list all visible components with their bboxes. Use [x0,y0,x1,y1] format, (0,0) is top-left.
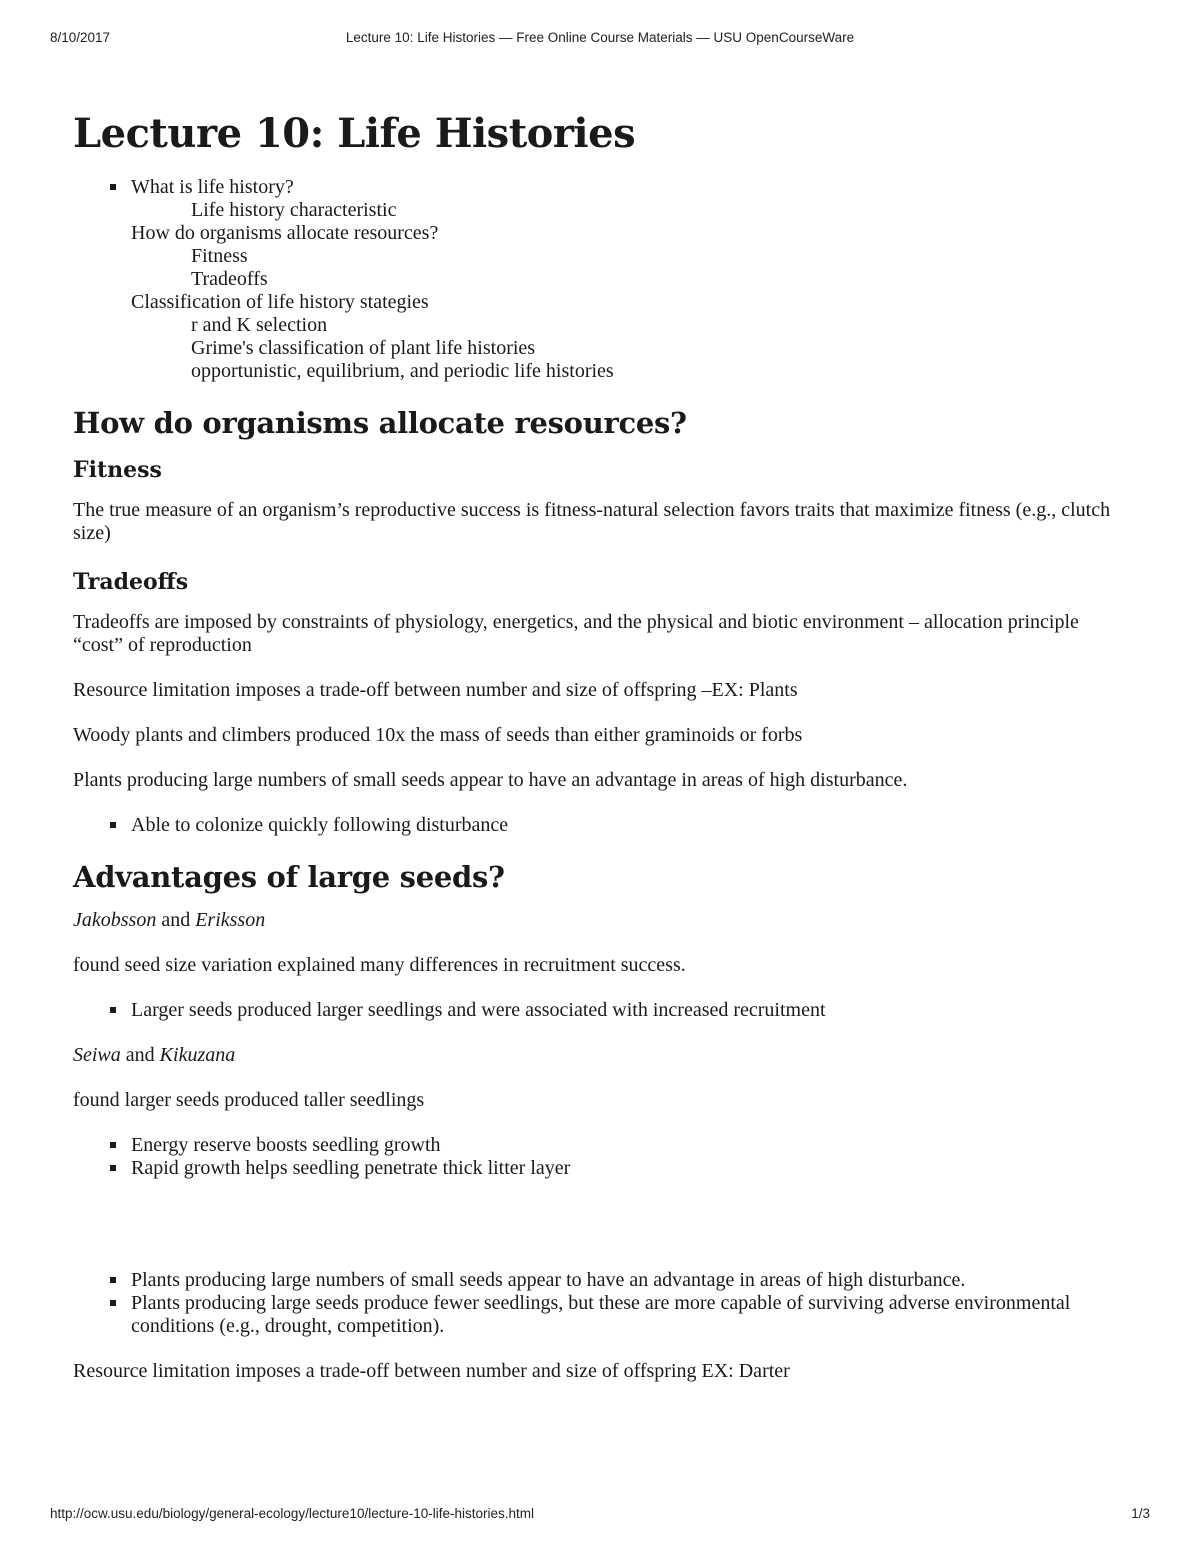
outline-subitem: r and K selection [191,314,328,336]
tradeoffs-paragraph-4: Plants producing large numbers of small seeds appear to have an advantage in areas of high disturbance. [73,769,908,791]
authors-line-1: Jakobsson and Eriksson [73,909,266,931]
blank-gap [73,1202,1133,1269]
tradeoffs-paragraph-2: Resource limitation imposes a trade-off between number and size of offspring –EX: Plants [73,679,798,701]
list-item: Plants producing large numbers of small seeds appear to have an advantage in areas of high disturbance. [131,1269,1133,1292]
print-footer [0,1506,1200,1526]
outline-subitem: Grime's classification of plant life histories [191,337,536,359]
outline-item: Classification of life history stategies [131,291,429,313]
section-heading-allocate: How do organisms allocate resources? [73,406,687,440]
author-name: Kikuzana [159,1044,236,1066]
finding-list-1 [73,999,1133,1022]
page-title: Lecture 10: Life Histories [73,110,636,157]
list-item: Able to colonize quickly following disturbance [131,814,1133,837]
outline-item: How do organisms allocate resources? [131,222,439,244]
print-date: 8/10/2017 [50,30,111,45]
author-name: Eriksson [195,909,266,931]
list-item: Plants producing large seeds produce fewer seedlings, but these are more capable of surviving adverse environmental conditions (e.g., drought, competition). [131,1292,1133,1338]
outline-list [73,176,1133,383]
finding-paragraph-1: found seed size variation explained many differences in recruitment success. [73,954,686,976]
outline-subitem: Life history characteristic [191,199,397,221]
fitness-paragraph: The true measure of an organism’s reproductive success is fitness-natural selection favors traits that maximize fitness (e.g., clutch size) [73,499,1111,544]
tradeoffs-paragraph-1: Tradeoffs are imposed by constraints of physiology, energetics, and the physical and biotic environment – allocation principle “cost” of reproduction [73,611,1079,656]
subheading-tradeoffs: Tradeoffs [73,569,189,595]
list-item: Larger seeds produced larger seedlings and were associated with increased recruitment [131,999,1133,1022]
finding-paragraph-2: found larger seeds produced taller seedlings [73,1089,425,1111]
closing-paragraph: Resource limitation imposes a trade-off between number and size of offspring EX: Darter [73,1360,790,1382]
summary-list [73,1269,1133,1338]
outline-subitem: Fitness [191,245,248,267]
subheading-fitness: Fitness [73,457,162,483]
finding-list-2 [73,1134,1133,1180]
list-item: Rapid growth helps seedling penetrate thick litter layer [131,1157,1133,1180]
print-header [0,30,1200,50]
outline-subitem: opportunistic, equilibrium, and periodic life histories [191,360,614,382]
document-body [73,100,1133,1405]
tradeoffs-paragraph-3: Woody plants and climbers produced 10x the mass of seeds than either graminoids or forbs [73,724,803,746]
authors-line-2: Seiwa and Kikuzana [73,1044,236,1066]
section-heading-large-seeds: Advantages of large seeds? [73,860,505,894]
list-item: Energy reserve boosts seedling growth [131,1134,1133,1157]
print-url: http://ocw.usu.edu/biology/general-ecology/lecture10/lecture-10-life-histories.html [50,1506,535,1521]
print-page-title: Lecture 10: Life Histories — Free Online Course Materials — USU OpenCourseWare [345,30,855,45]
author-name: Jakobsson [73,909,157,931]
tradeoffs-list [73,814,1133,837]
outline-item: What is life history? [131,176,1133,199]
print-page-number: 1/3 [1131,1506,1150,1521]
outline-subitem: Tradeoffs [191,268,268,290]
author-name: Seiwa [73,1044,121,1066]
